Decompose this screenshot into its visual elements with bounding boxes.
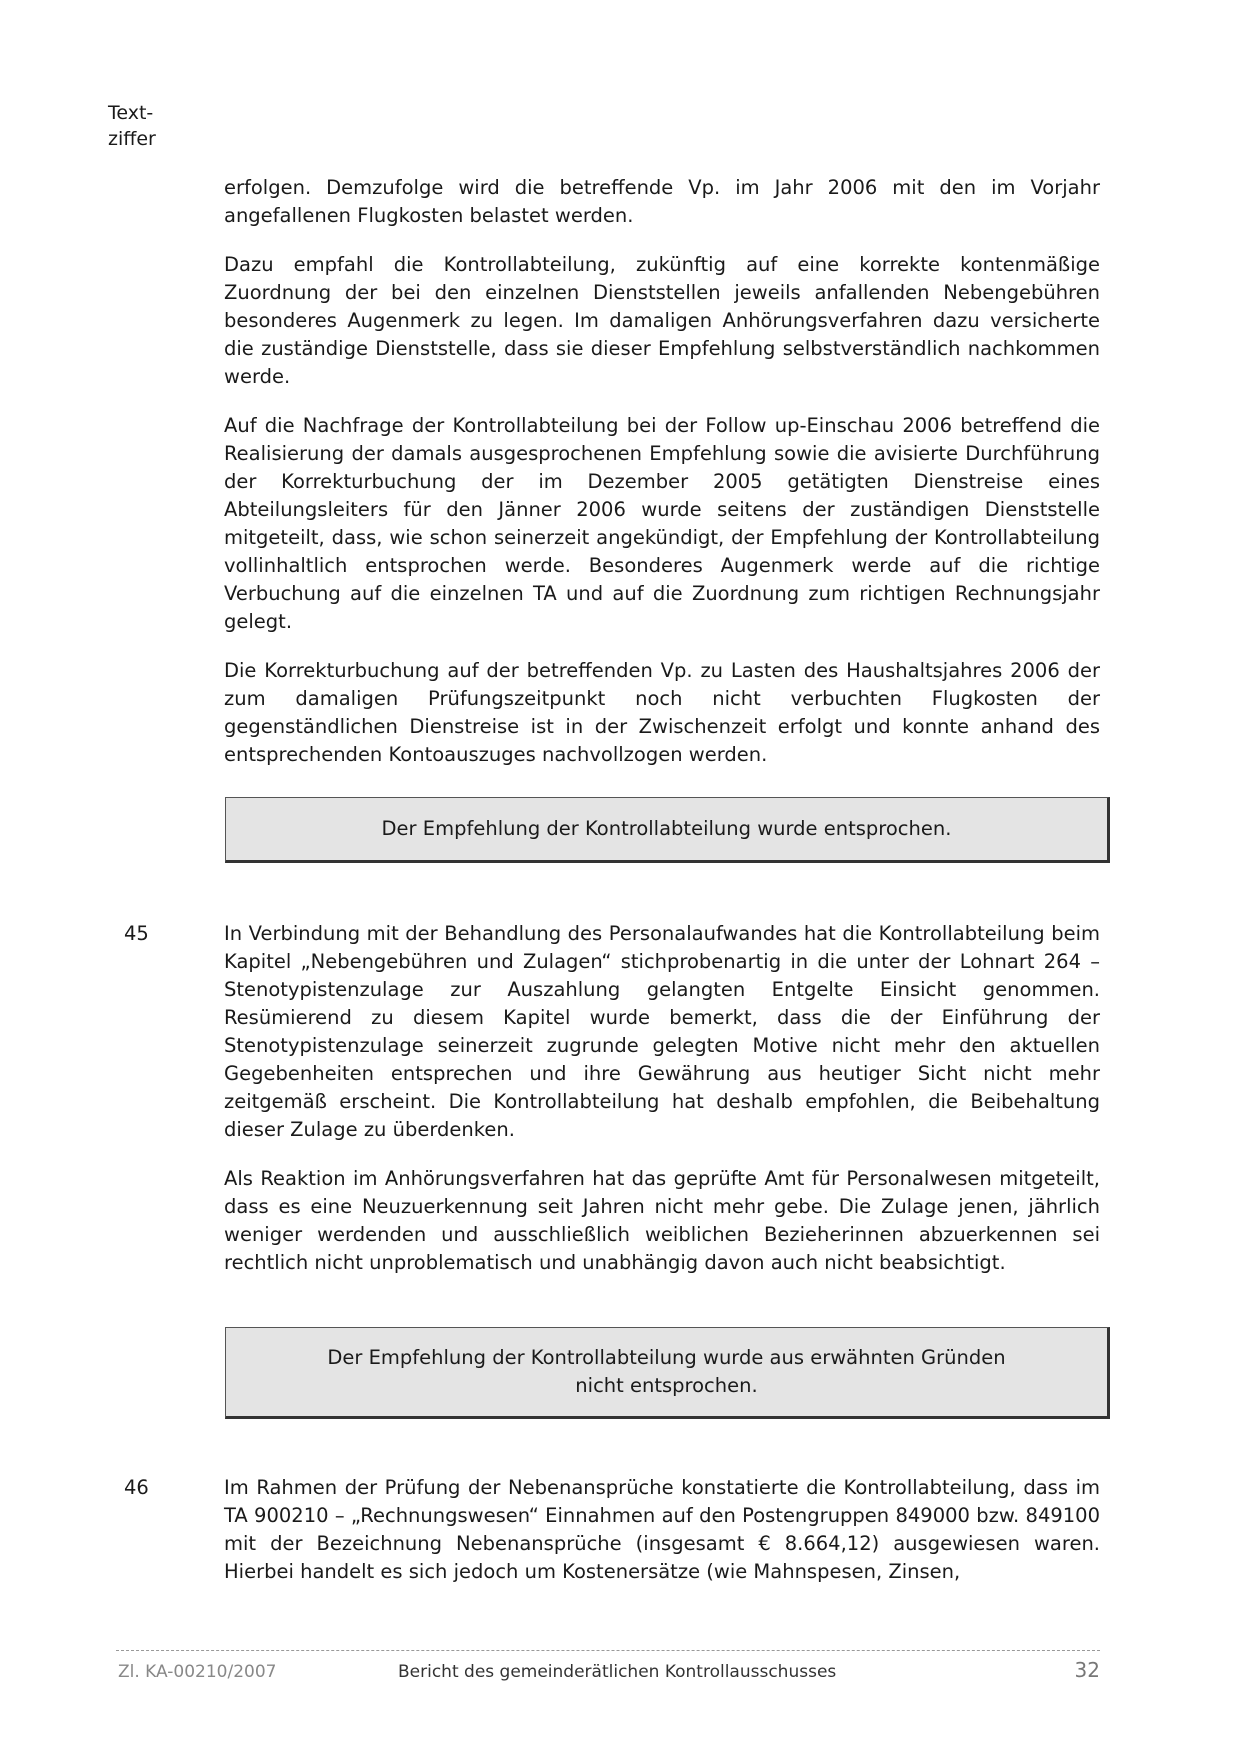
paragraph: Auf die Nachfrage der Kontrollabteilung bei der Follow up-Einschau 2006 betreffend die Realisierung der damals ausgesprochenen Empfehlung sowie die avisierte Durchführung der Korrekturbuchung der im Dezember 2005 getätigten Dienstreise eines Abteilungsleiters für den Jänner 2006 wurde seitens der zuständigen Dienststelle mitgeteilt, dass, wie schon seinerzeit angekündigt, der Empfehlung der Kontrollabteilung vollinhaltlich entsprochen werde. Besonderes Augenmerk werde auf die richtige Verbuchung auf die einzelnen TA und auf die Zuordnung zum richtigen Rechnungsjahr gelegt. xyxy=(224,414,1100,633)
conclusion-text-line-2: nicht entsprochen. xyxy=(575,1374,758,1397)
section-number: 46 xyxy=(124,1476,149,1499)
paragraph: Dazu empfahl die Kontrollabteilung, zukünftig auf eine korrekte kontenmäßige Zuordnung der bei den einzelnen Dienststellen jeweils anfallenden Nebengebühren besonderes Augenmerk zu legen. Im damaligen Anhörungsverfahren dazu versicherte die zuständige Dienststelle, dass sie dieser Empfehlung selbstverständlich nachkommen werde. xyxy=(224,253,1100,388)
conclusion-box xyxy=(225,1327,1110,1419)
paragraph: In Verbindung mit der Behandlung des Personalaufwandes hat die Kontrollabteilung beim Kapitel „Nebengebühren und Zulagen“ stichprobenartig in die unter der Lohnart 264 – Stenotypistenzulage zur Auszahlung gelangten Entgelte Einsicht genommen. Resümierend zu diesem Kapitel wurde bemerkt, dass die der Einführung der Stenotypistenzulage seinerzeit zugrunde gelegten Motive nicht mehr den aktuellen Gegebenheiten entsprechen und ihre Gewährung aus heutiger Sicht nicht mehr zeitgemäß erscheint. Die Kontrollabteilung hat deshalb empfohlen, die Beibehaltung dieser Zulage zu überdenken. xyxy=(224,922,1100,1141)
paragraph: erfolgen. Demzufolge wird die betreffende Vp. im Jahr 2006 mit den im Vorjahr angefallenen Flugkosten belastet werden. xyxy=(224,176,1100,227)
conclusion-text: Der Empfehlung der Kontrollabteilung wurde entsprochen. xyxy=(381,817,952,840)
margin-label-line-2: ziffer xyxy=(108,128,156,150)
conclusion-box xyxy=(225,797,1110,863)
section-continuation xyxy=(224,174,1100,790)
footer-divider xyxy=(116,1650,1100,1651)
paragraph: Die Korrekturbuchung auf der betreffenden Vp. zu Lasten des Haushaltsjahres 2006 der zum damaligen Prüfungszeitpunkt noch nicht verbuchten Flugkosten der gegenständlichen Dienstreise ist in der Zwischenzeit erfolgt und konnte anhand des entsprechenden Kontoauszuges nachvollzogen werden. xyxy=(224,659,1100,766)
page-number: 32 xyxy=(1074,1658,1100,1682)
paragraph: Im Rahmen der Prüfung der Nebenansprüche konstatierte die Kontrollabteilung, dass im TA 900210 – „Rechnungswesen“ Einnahmen auf den Postengruppen 849000 bzw. 849100 mit der Bezeichnung Nebenansprüche (insgesamt € 8.664,12) ausgewiesen waren. Hierbei handelt es sich jedoch um Kostenersätze (wie Mahnspesen, Zinsen, xyxy=(224,1476,1100,1583)
section-45 xyxy=(224,920,1100,1298)
paragraph: Als Reaktion im Anhörungsverfahren hat das geprüfte Amt für Personalwesen mitgeteilt, dass es eine Neuzuerkennung seit Jahren nicht mehr gebe. Die Zulage jenen, jährlich weniger werdenden und ausschließlich weiblichen Bezieherinnen abzuerkennen sei rechtlich nicht unproblematisch und unabhängig davon auch nicht beabsichtigt. xyxy=(224,1167,1100,1274)
margin-label-line-1: Text- xyxy=(108,102,154,124)
margin-label xyxy=(108,100,156,152)
section-number: 45 xyxy=(124,922,149,945)
conclusion-text-line-1: Der Empfehlung der Kontrollabteilung wurde aus erwähnten Gründen xyxy=(327,1346,1006,1369)
section-46 xyxy=(224,1474,1100,1607)
footer-reference: Zl. KA-00210/2007 xyxy=(118,1662,277,1682)
footer-title: Bericht des gemeinderätlichen Kontrollausschusses xyxy=(398,1662,837,1682)
